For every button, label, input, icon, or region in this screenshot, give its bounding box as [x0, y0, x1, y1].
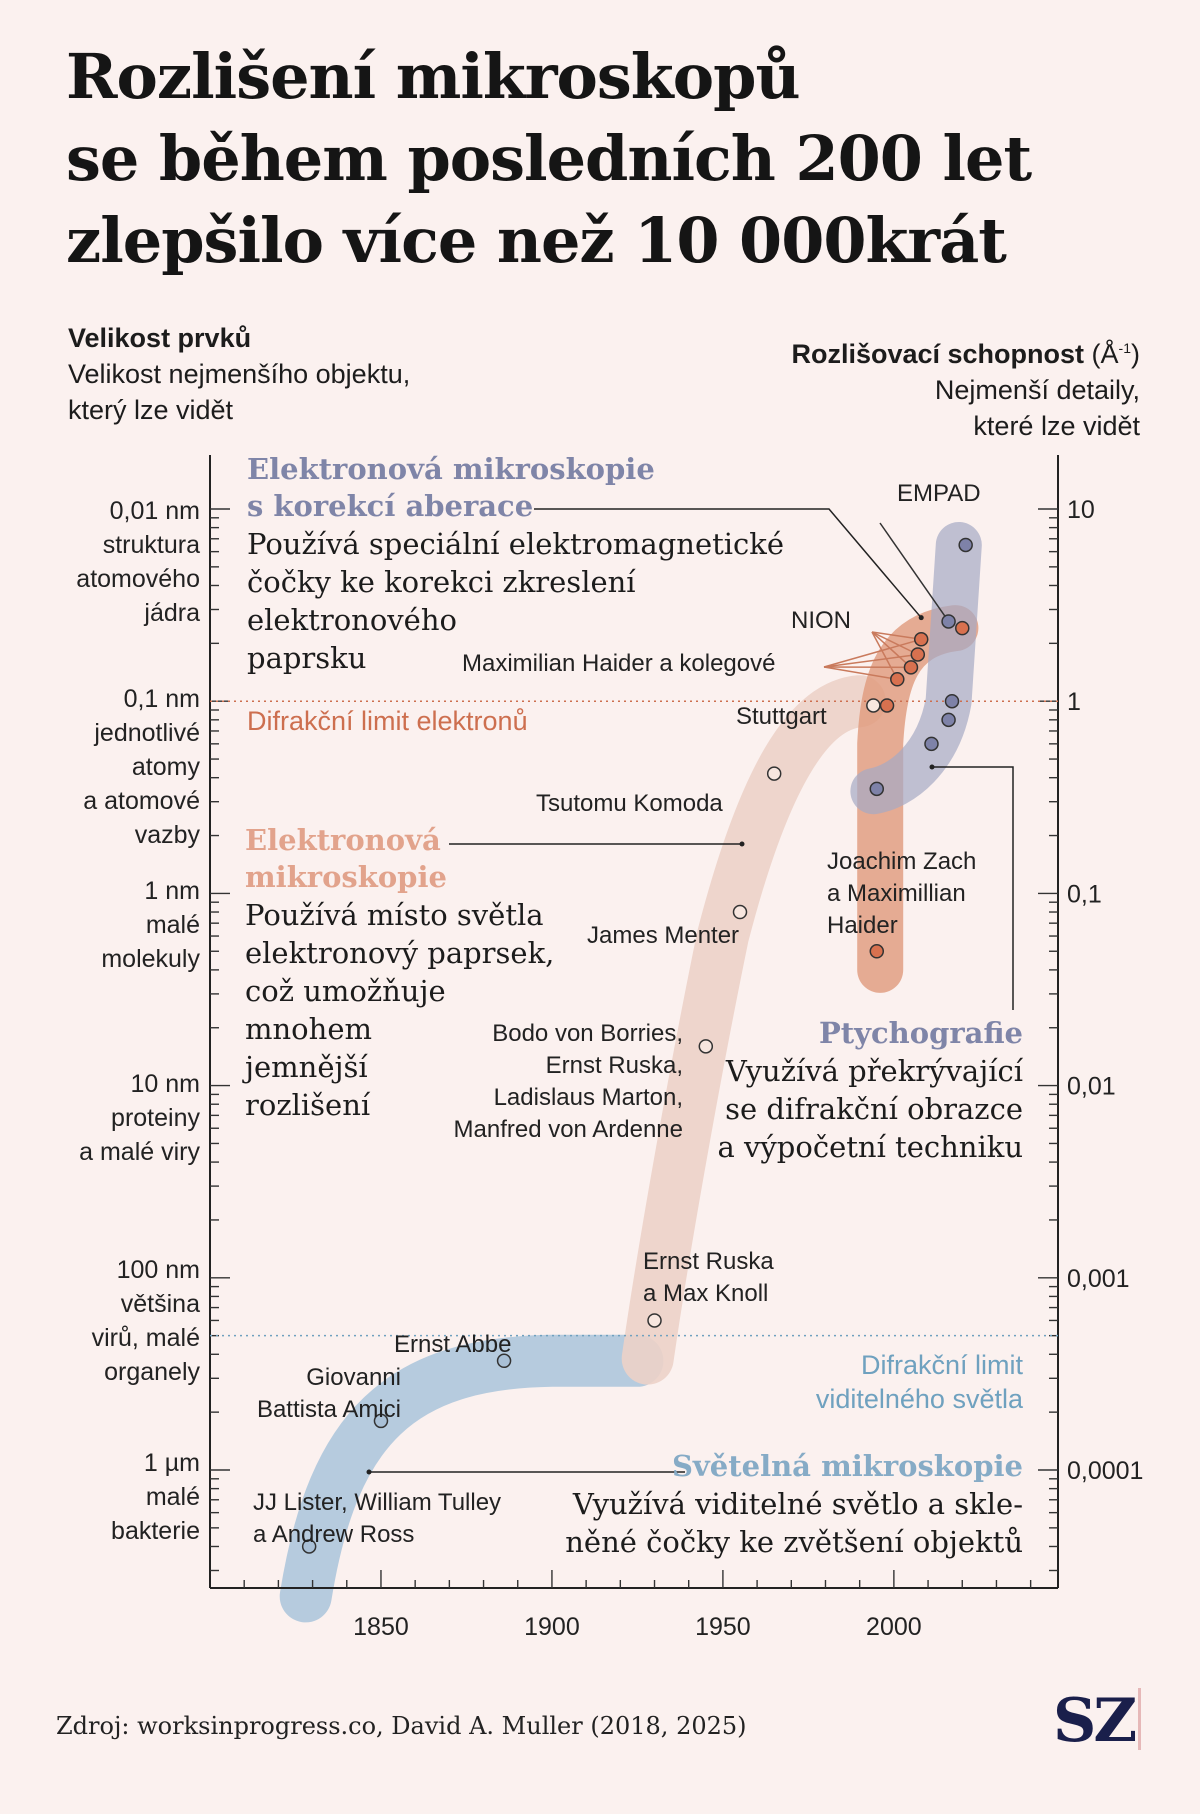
label-haider: Maximilian Haider a kolegové [462, 650, 776, 677]
unit-close: ) [1131, 339, 1140, 369]
leader-ptycho-dot [930, 765, 935, 770]
label-menter: James Menter [587, 922, 740, 949]
label-amici [257, 1362, 401, 1426]
label-lister-1: JJ Lister, William Tulley [253, 1489, 502, 1516]
label-zach-3: Haider [827, 912, 898, 939]
y-left-0-l3: jádra [144, 599, 200, 627]
y-right-tick-label-3: 0,01 [1067, 1072, 1116, 1101]
x-tick-label-3: 2000 [866, 1613, 922, 1641]
point-s3-2 [942, 713, 955, 726]
ptycho-body-3: a výpočetní techniku [717, 1130, 1023, 1164]
ptycho-body-2: se difrakční obrazce [725, 1092, 1023, 1126]
label-nion: NION [791, 607, 851, 634]
point-s1-4 [867, 699, 880, 712]
y-right-tick-label-0: 10 [1067, 496, 1095, 524]
aberration-title-1: Elektronová mikroskopie [247, 452, 655, 486]
y-left-1-l1: jednotlivé [94, 719, 200, 747]
annotation-light [565, 1448, 1023, 1561]
y-left-3-l2: a malé viry [79, 1138, 200, 1166]
x-tick-label-2: 1950 [695, 1613, 751, 1641]
label-ruska-knoll [643, 1246, 774, 1310]
sz-logo: SZ [1053, 1686, 1135, 1756]
point-s3-4 [942, 615, 955, 628]
leader-light-dot [367, 1470, 372, 1475]
point-s2-5 [915, 633, 928, 646]
source-note: Zdroj: worksinprogress.co, David A. Muller (2018, 2025) [56, 1712, 747, 1740]
point-s1-0 [648, 1314, 661, 1327]
y-right-tick-label-2: 0,1 [1067, 880, 1102, 909]
point-s2-4 [911, 648, 924, 661]
aberration-body-2: čočky ke korekci zkreslení [247, 565, 636, 599]
point-s3-3 [946, 695, 959, 708]
right-axis-desc-2: které lze vidět [973, 411, 1140, 441]
y-left-0-l0: 0,01 nm [109, 497, 200, 525]
label-empad: EMPAD [897, 480, 981, 507]
point-s1-1 [699, 1040, 712, 1053]
y-left-1-l4: vazby [134, 821, 200, 849]
y-left-0-l2: atomového [76, 565, 200, 593]
label-ruska-1: Ernst Ruska [643, 1248, 774, 1275]
aberration-body-1: Používá speciální elektromagnetické [247, 527, 785, 561]
y-left-label-1 [83, 682, 200, 852]
y-left-label-3 [79, 1067, 200, 1169]
electron-limit-label: Difrakční limit elektronů [247, 706, 528, 736]
point-s3-1 [925, 737, 938, 750]
label-borries-4: Manfred von Ardenne [453, 1116, 683, 1143]
y-left-4-l2: virů, malé [91, 1324, 200, 1352]
label-borries-3: Ladislaus Marton, [493, 1084, 683, 1111]
label-borries-1: Bodo von Borries, [492, 1020, 683, 1047]
y-left-0-l1: struktura [102, 531, 200, 559]
aberration-body-4: paprsku [247, 641, 367, 675]
light-body-2: něné čočky ke zvětšení objektů [565, 1525, 1023, 1559]
label-lister-2: a Andrew Ross [253, 1521, 415, 1548]
y-left-1-l3: a atomové [83, 787, 200, 815]
annotation-aberration [247, 451, 784, 677]
annotation-ptycho [718, 1015, 1023, 1166]
y-left-label-5 [111, 1446, 200, 1548]
unit-text: (Å [1091, 339, 1119, 369]
electron-body-4: mnohem [245, 1012, 372, 1046]
label-stuttgart: Stuttgart [736, 703, 827, 730]
label-amici-1: Giovanni [306, 1364, 401, 1391]
y-left-2-l2: molekuly [101, 945, 200, 973]
title-line-2: se během posledních 200 let [66, 122, 1032, 195]
y-left-1-l2: atomy [131, 753, 200, 781]
y-left-label-2 [101, 874, 200, 976]
title-line-1: Rozlišení mikroskopů [66, 40, 800, 113]
aberration-body-3: elektronového [247, 603, 457, 637]
point-s2-2 [891, 673, 904, 686]
visible-limit-line-2: viditelného světla [815, 1384, 1023, 1414]
electron-body-5: jemnější [245, 1050, 368, 1084]
y-left-3-l0: 10 nm [130, 1070, 200, 1098]
y-left-2-l1: malé [145, 911, 200, 939]
electron-body-2: elektronový paprsek, [245, 936, 555, 970]
y-left-3-l1: proteiny [111, 1104, 200, 1132]
aberration-title-2: s korekcí aberace [247, 489, 534, 523]
label-borries-2: Ernst Ruska, [545, 1052, 683, 1079]
point-s2-6 [956, 622, 969, 635]
label-ruska-2: a Max Knoll [643, 1280, 769, 1307]
light-title: Světelná mikroskopie [671, 1449, 1023, 1483]
electron-title-2: mikroskopie [245, 860, 447, 894]
point-s2-3 [904, 661, 917, 674]
title-line-3: zlepšilo více než 10 000krát [66, 204, 1006, 277]
y-left-4-l3: organely [104, 1358, 200, 1386]
label-lister [253, 1487, 501, 1551]
label-komoda: Tsutomu Komoda [536, 790, 723, 817]
point-s1-3 [768, 767, 781, 780]
light-body-1: Využívá viditelné světlo a skle- [572, 1487, 1023, 1521]
left-axis-desc-1: Velikost nejmenšího objektu, [68, 359, 411, 389]
point-s2-1 [881, 699, 894, 712]
right-axis-title: Rozlišovací schopnost [791, 339, 1085, 369]
y-left-5-l0: 1 µm [143, 1449, 200, 1477]
point-s1-2 [734, 906, 747, 919]
point-s3-0 [870, 782, 883, 795]
y-left-1-l0: 0,1 nm [123, 685, 200, 713]
electron-body-6: rozlišení [245, 1088, 371, 1122]
visible-limit-label [816, 1348, 1023, 1416]
point-s3-5 [959, 538, 972, 551]
electron-title-1: Elektronová [245, 823, 441, 857]
y-left-label-4 [92, 1253, 200, 1389]
electron-body-3: což umožňuje [245, 974, 446, 1008]
y-left-2-l0: 1 nm [144, 877, 200, 905]
left-axis-title: Velikost prvků [68, 323, 252, 353]
label-borries [454, 1018, 684, 1146]
label-amici-2: Battista Amici [256, 1396, 401, 1423]
ptycho-title: Ptychografie [818, 1016, 1023, 1050]
right-axis-desc-1: Nejmenší detaily, [934, 375, 1140, 405]
leader-aberration-dot [919, 615, 924, 620]
y-right-tick-label-4: 0,001 [1067, 1264, 1130, 1293]
leader-electron-dot [740, 842, 745, 847]
logo-bar [1138, 1688, 1141, 1750]
point-s2-0 [870, 945, 883, 958]
left-axis-desc-2: který lze vidět [68, 395, 234, 425]
y-left-4-l0: 100 nm [116, 1256, 200, 1284]
ptycho-body-1: Využívá překrývající [725, 1054, 1023, 1088]
label-zach [827, 846, 976, 942]
y-right-tick-label-5: 0,0001 [1067, 1457, 1144, 1485]
label-abbe: Ernst Abbe [394, 1331, 512, 1358]
label-zach-2: a Maximillian [827, 880, 966, 907]
y-left-5-l2: bakterie [111, 1517, 200, 1545]
y-right-tick-label-1: 1 [1067, 688, 1081, 717]
x-tick-labels [353, 1613, 922, 1641]
label-zach-1: Joachim Zach [827, 848, 977, 875]
x-tick-label-0: 1850 [353, 1613, 409, 1641]
y-left-4-l1: většina [120, 1290, 200, 1318]
visible-limit-line-1: Difrakční limit [860, 1350, 1023, 1380]
x-tick-label-1: 1900 [524, 1613, 580, 1641]
y-right-tick-labels [1067, 496, 1143, 1485]
y-left-label-0 [76, 494, 200, 630]
unit-sup: -1 [1118, 340, 1131, 356]
electron-body-1: Používá místo světla [245, 898, 544, 932]
y-left-5-l1: malé [145, 1483, 200, 1511]
